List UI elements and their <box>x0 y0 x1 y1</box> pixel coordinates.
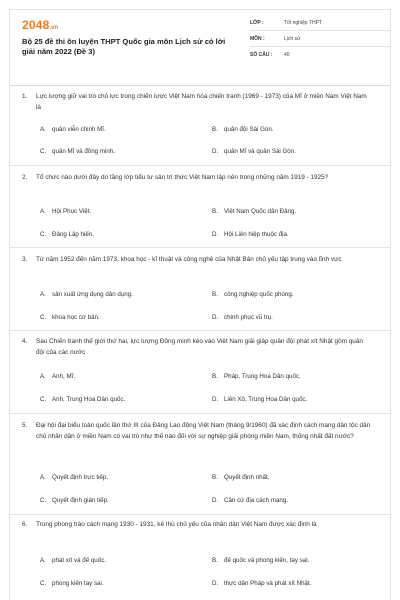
option-text: quân viễn chinh Mĩ. <box>52 126 106 133</box>
question-divider <box>10 330 390 331</box>
option-c[interactable] <box>40 313 100 323</box>
option-text: quân Mĩ và đồng minh. <box>52 148 115 155</box>
option-text: chinh phục vũ trụ. <box>224 314 273 321</box>
question-number: 4. <box>22 338 28 345</box>
option-letter: C. <box>40 314 47 321</box>
question-divider <box>10 514 390 515</box>
meta-label-subject: MÔN : <box>250 35 265 42</box>
option-letter: D. <box>212 148 219 155</box>
meta-label-count: SỐ CÂU : <box>250 52 273 58</box>
option-b[interactable] <box>212 125 274 135</box>
meta-row-subject <box>250 31 390 47</box>
option-a[interactable] <box>40 207 91 217</box>
option-text: phong kiến tay sai. <box>52 580 104 587</box>
option-text: Hội Phục Việt. <box>52 208 92 215</box>
header-meta <box>250 10 390 85</box>
option-d[interactable] <box>212 147 296 157</box>
option-c[interactable] <box>40 147 115 157</box>
option-d[interactable] <box>212 579 311 589</box>
question-text: Tổ chức nào dưới đây do tầng lớp tiểu tư sản trí thức Việt Nam lập nên trong những năm 1919 - 1925? <box>36 174 329 181</box>
option-text: thực dân Pháp và phát xít Nhật. <box>224 580 312 587</box>
option-d[interactable] <box>212 496 288 506</box>
option-letter: A. <box>40 291 46 298</box>
option-text: khoa học cơ bản. <box>52 314 100 321</box>
option-a[interactable] <box>40 473 108 483</box>
option-letter: B. <box>212 291 218 298</box>
option-d[interactable] <box>212 395 307 405</box>
question-text: Sau Chiến tranh thế giới thứ hai, lực lượng Đồng minh kéo vào Việt Nam giải giáp quân đội phát xít Nhật gồm quân đội của các nước <box>36 338 363 356</box>
option-letter: C. <box>40 148 47 155</box>
option-letter: B. <box>212 373 218 380</box>
option-letter: A. <box>40 126 46 133</box>
document-header <box>10 10 390 86</box>
question-number: 5. <box>22 422 28 429</box>
option-a[interactable] <box>40 556 106 566</box>
question-number: 6. <box>22 521 28 528</box>
option-text: Quyết định nhất. <box>224 474 270 481</box>
meta-label-class: LỚP : <box>250 19 264 26</box>
option-letter: C. <box>40 580 47 587</box>
option-letter: C. <box>40 497 47 504</box>
question-text: Lực lượng giữ vai trò chủ lực trong chiến lược Việt Nam hóa chiến tranh (1969 - 1973) của Mĩ ở miền Nam Việt Nam là <box>36 93 367 111</box>
option-letter: C. <box>40 396 47 403</box>
document-page <box>9 9 391 600</box>
option-b[interactable] <box>212 473 269 483</box>
option-c[interactable] <box>40 496 109 506</box>
option-b[interactable] <box>212 372 301 382</box>
question-divider <box>10 413 390 414</box>
option-letter: D. <box>212 580 219 587</box>
option-letter: B. <box>212 474 218 481</box>
option-c[interactable] <box>40 230 94 240</box>
option-letter: C. <box>40 231 47 238</box>
option-text: Anh, Mĩ. <box>52 373 76 380</box>
option-text: Đảng Lập hiến. <box>52 231 94 238</box>
option-a[interactable] <box>40 125 106 135</box>
option-a[interactable] <box>40 290 133 300</box>
option-text: Liên Xô, Trung Hoa Dân quốc. <box>224 396 308 403</box>
option-b[interactable] <box>212 556 309 566</box>
option-letter: A. <box>40 373 46 380</box>
question-divider <box>10 165 390 166</box>
option-text: Quyết định gián tiếp. <box>52 497 109 504</box>
option-letter: B. <box>212 208 218 215</box>
option-c[interactable] <box>40 579 104 589</box>
option-text: Hội Liên hiệp thuộc địa. <box>224 231 289 238</box>
option-d[interactable] <box>212 313 273 323</box>
meta-value-subject: Lịch sử <box>284 35 301 42</box>
option-c[interactable] <box>40 395 125 405</box>
option-letter: D. <box>212 231 219 238</box>
option-letter: A. <box>40 474 46 481</box>
question-text: Từ năm 1952 đến năm 1973, khoa học - kĩ thuật và công nghệ của Nhật Bản chủ yếu tập trung vào lĩnh vực <box>36 256 342 263</box>
option-text: Việt Nam Quốc dân Đảng. <box>224 208 297 215</box>
option-letter: B. <box>212 557 218 564</box>
meta-value-count: 40 <box>284 52 290 58</box>
question-number: 3. <box>22 256 28 263</box>
option-text: phát xít và đế quốc. <box>52 557 107 564</box>
option-text: đế quốc và phong kiến, tay sai. <box>224 557 310 564</box>
question-number: 2. <box>22 174 28 181</box>
option-text: Pháp, Trung Hoa Dân quốc. <box>224 373 301 380</box>
option-text: công nghiệp quốc phòng. <box>224 291 294 298</box>
option-letter: D. <box>212 497 219 504</box>
question-text: Đại hội đại biểu toàn quốc lần thứ III của Đảng Lao động Việt Nam (tháng 9/1960) đã xác định cách mạng dân tộc dân chủ nhân dân ở miền Nam có vai trò như thế nào đối với sự nghiệp giải phóng miền Nam, thống nhất đất nước? <box>36 422 371 440</box>
option-b[interactable] <box>212 207 296 217</box>
meta-row-count <box>250 47 390 63</box>
site-logo[interactable] <box>22 18 250 32</box>
option-text: Anh, Trung Hoa Dân quốc. <box>52 396 126 403</box>
logo-main: 2048 <box>22 18 50 32</box>
option-letter: A. <box>40 208 46 215</box>
document-title: Bộ 25 đề thi ôn luyện THPT Quốc gia môn Lịch sử có lời giải năm 2022 (Đề 3) <box>22 37 226 56</box>
option-letter: B. <box>212 126 218 133</box>
option-text: Quyết định trực tiếp. <box>52 474 109 481</box>
option-b[interactable] <box>212 290 294 300</box>
option-letter: A. <box>40 557 46 564</box>
option-letter: D. <box>212 314 219 321</box>
header-left <box>10 10 250 85</box>
logo-suffix: .vn <box>49 25 59 31</box>
option-letter: D. <box>212 396 219 403</box>
meta-value-class: Tốt nghiệp THPT <box>284 19 322 26</box>
question-text: Trong phong trào cách mạng 1930 - 1931, kẻ thù chủ yếu của nhân dân Việt Nam được xác định là <box>36 521 317 528</box>
option-text: sản xuất ứng dụng dân dụng. <box>52 291 133 298</box>
option-text: quân Mĩ và quân Sài Gòn. <box>224 148 296 155</box>
question-number: 1. <box>22 93 28 100</box>
question-divider <box>10 247 390 248</box>
option-text: Căn cứ địa cách mạng. <box>224 497 288 504</box>
meta-row-class <box>250 15 390 31</box>
option-a[interactable] <box>40 372 75 382</box>
option-d[interactable] <box>212 230 289 240</box>
option-text: quân đội Sài Gòn. <box>224 126 274 133</box>
